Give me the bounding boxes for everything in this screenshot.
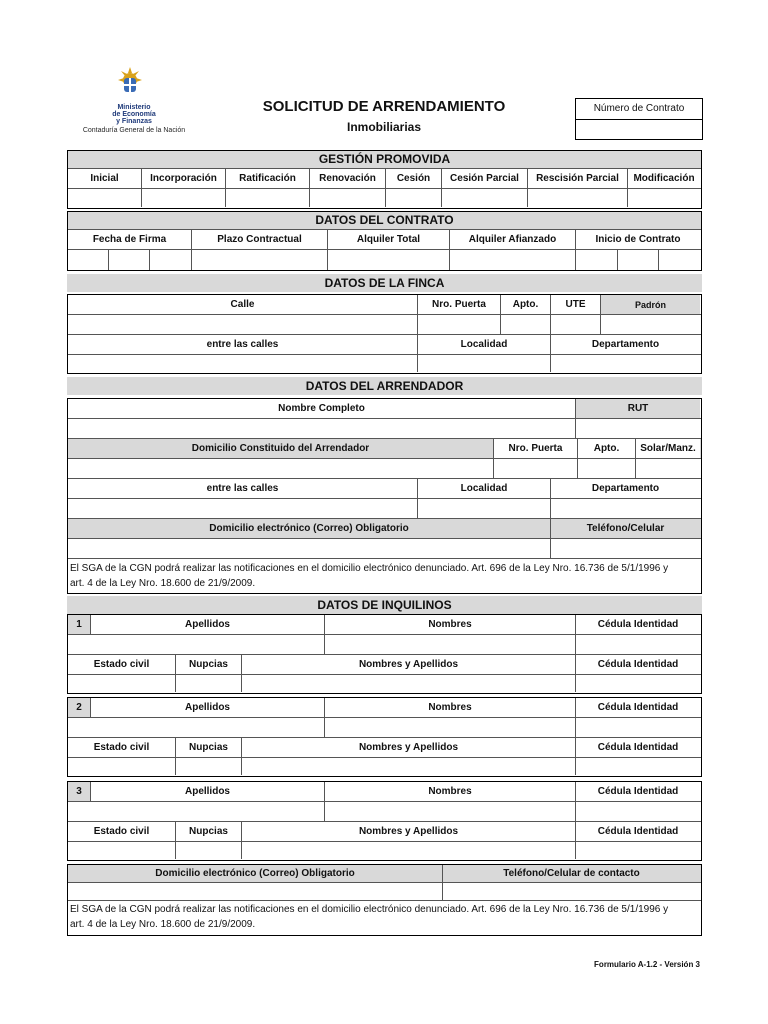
finca-calle-label: Calle (68, 295, 418, 314)
gestion-field-cesion[interactable] (386, 189, 442, 207)
inquilino-estado-civil-field[interactable] (68, 675, 176, 692)
arrendador-localidad-field[interactable] (418, 499, 551, 518)
inquilinos-legal-note (70, 902, 699, 932)
inquilino-number: 2 (68, 698, 91, 717)
inquilino-2 (67, 697, 702, 777)
contract-number-label: Número de Contrato (576, 99, 702, 120)
inquilinos-contacto-section (67, 864, 702, 936)
finca-localidad-label: Localidad (418, 335, 551, 354)
alquiler-total-field[interactable] (328, 250, 450, 270)
inquilino-apellidos-field[interactable] (68, 802, 325, 821)
gestion-col-renovacion: Renovación (310, 169, 386, 188)
inquilino-conyuge-cedula-label: Cédula Identidad (597, 826, 679, 837)
finca-calle-field[interactable] (68, 315, 418, 334)
fecha-firma-day[interactable] (68, 250, 109, 270)
contrato-section (67, 211, 702, 271)
finca-padron-field[interactable] (601, 315, 700, 334)
gestion-field-incorporacion[interactable] (142, 189, 226, 207)
arrendador-departamento-field[interactable] (551, 499, 700, 518)
fecha-firma-year[interactable] (150, 250, 192, 270)
arrendador-telefono-label: Teléfono/Celular (586, 523, 665, 534)
inquilino-nupcias-field[interactable] (176, 758, 242, 775)
gestion-heading: GESTIÓN PROMOVIDA (68, 151, 701, 169)
inquilino-nombres-field[interactable] (325, 718, 576, 737)
arrendador-correo-label: Domicilio electrónico (Correo) Obligatorio (68, 519, 551, 538)
arrendador-heading: DATOS DEL ARRENDADOR (67, 377, 702, 395)
contrato-col-inicio: Inicio de Contrato (595, 234, 681, 245)
inquilino-conyuge-field[interactable] (242, 842, 576, 859)
inquilino-conyuge-label: Nombres y Apellidos (242, 655, 576, 674)
inquilino-conyuge-cedula-label: Cédula Identidad (597, 742, 679, 753)
finca-section (67, 294, 702, 374)
inquilino-cedula-label: Cédula Identidad (597, 786, 679, 797)
finca-apto-label: Apto. (501, 295, 551, 314)
inquilino-nombres-field[interactable] (325, 635, 576, 654)
arrendador-correo-field[interactable] (68, 539, 551, 558)
inquilino-nupcias-label: Nupcias (176, 738, 242, 757)
arrendador-note-line1: El SGA de la CGN podrá realizar las notificaciones en el domicilio electrónico denunciado. Art. 696 de la Ley Nro. 16.736 de 5/1/1996 y (70, 563, 669, 574)
inquilino-conyuge-cedula-field[interactable] (576, 842, 700, 859)
inquilinos-note-line2: art. 4 de la Ley Nro. 18.600 de 21/9/2009. (70, 919, 256, 930)
finca-ute-label: UTE (551, 295, 601, 314)
logo-text-4: Contaduría General de la Nación (82, 127, 186, 134)
finca-entre-calles-field[interactable] (68, 355, 418, 372)
inquilinos-correo-field[interactable] (68, 883, 443, 900)
uruguay-sun-crest-icon (114, 66, 146, 98)
fecha-firma-month[interactable] (109, 250, 150, 270)
finca-ute-field[interactable] (551, 315, 601, 334)
contract-number-box (575, 98, 703, 140)
inicio-day[interactable] (576, 250, 618, 270)
gestion-field-ratificacion[interactable] (226, 189, 310, 207)
inquilino-apellidos-label: Apellidos (91, 698, 325, 717)
finca-nro-puerta-label: Nro. Puerta (418, 295, 501, 314)
gestion-col-cesion-parcial: Cesión Parcial (442, 169, 528, 188)
inicio-month[interactable] (618, 250, 659, 270)
contract-number-field[interactable] (576, 120, 702, 139)
finca-heading: DATOS DE LA FINCA (67, 274, 702, 292)
finca-entre-calles-label: entre las calles (68, 335, 418, 354)
gestion-col-rescision-parcial: Rescisión Parcial (528, 169, 628, 188)
inquilino-3 (67, 781, 702, 861)
inquilino-conyuge-cedula-field[interactable] (576, 758, 700, 775)
arrendador-nro-puerta-label: Nro. Puerta (494, 439, 578, 458)
inquilino-apellidos-field[interactable] (68, 635, 325, 654)
inquilino-nupcias-field[interactable] (176, 675, 242, 692)
form-title: SOLICITUD DE ARRENDAMIENTO (262, 98, 506, 115)
inquilino-estado-civil-label: Estado civil (68, 655, 176, 674)
inquilinos-heading: DATOS DE INQUILINOS (67, 596, 702, 614)
inquilino-conyuge-label: Nombres y Apellidos (242, 738, 576, 757)
gestion-field-rescision-parcial[interactable] (528, 189, 628, 207)
inquilino-nupcias-label: Nupcias (176, 655, 242, 674)
inquilinos-telefono-field[interactable] (443, 883, 700, 900)
arrendador-apto-label: Apto. (578, 439, 636, 458)
arrendador-entre-calles-field[interactable] (68, 499, 418, 518)
finca-departamento-field[interactable] (551, 355, 700, 372)
finca-departamento-label: Departamento (591, 339, 660, 350)
inquilino-cedula-field[interactable] (576, 802, 700, 821)
arrendador-solar-field[interactable] (636, 459, 700, 478)
inquilino-nombres-label: Nombres (325, 698, 576, 717)
gestion-col-incorporacion: Incorporación (142, 169, 226, 188)
inquilinos-correo-label: Domicilio electrónico (Correo) Obligatorio (68, 865, 443, 882)
arrendador-domicilio-label: Domicilio Constituido del Arrendador (68, 439, 494, 458)
contrato-col-plazo: Plazo Contractual (192, 230, 328, 249)
finca-padron-label: Padrón (601, 295, 700, 314)
arrendador-telefono-field[interactable] (551, 539, 700, 558)
inquilino-estado-civil-field[interactable] (68, 842, 176, 859)
arrendador-section (67, 398, 702, 594)
contrato-col-fecha-firma: Fecha de Firma (68, 230, 192, 249)
arrendador-apto-field[interactable] (578, 459, 636, 478)
gestion-section (67, 150, 702, 209)
inquilino-conyuge-field[interactable] (242, 675, 576, 692)
contrato-col-alquiler-total: Alquiler Total (328, 230, 450, 249)
arrendador-nombre-label: Nombre Completo (68, 399, 576, 418)
inquilinos-telefono-label: Teléfono/Celular de contacto (503, 868, 640, 879)
inquilino-conyuge-field[interactable] (242, 758, 576, 775)
inicio-year[interactable] (659, 250, 700, 270)
contrato-heading: DATOS DEL CONTRATO (68, 212, 701, 230)
inquilino-apellidos-label: Apellidos (91, 615, 325, 634)
gestion-field-inicial[interactable] (68, 189, 142, 207)
plazo-field[interactable] (192, 250, 328, 270)
inquilino-nombres-label: Nombres (325, 615, 576, 634)
form-subtitle: Inmobiliarias (346, 120, 422, 134)
arrendador-solar-label: Solar/Manz. (636, 439, 700, 458)
gestion-col-ratificacion: Ratificación (226, 169, 310, 188)
finca-localidad-field[interactable] (418, 355, 551, 372)
inquilino-apellidos-label: Apellidos (91, 782, 325, 801)
alquiler-afianzado-field[interactable] (450, 250, 576, 270)
finca-nro-puerta-field[interactable] (418, 315, 501, 334)
inquilino-number: 1 (68, 615, 91, 634)
arrendador-departamento-label: Departamento (591, 483, 660, 494)
arrendador-entre-calles-label: entre las calles (68, 479, 418, 498)
arrendador-nombre-field[interactable] (68, 419, 576, 438)
inquilino-estado-civil-label: Estado civil (68, 822, 176, 841)
inquilino-estado-civil-field[interactable] (68, 758, 176, 775)
inquilino-conyuge-cedula-label: Cédula Identidad (597, 659, 679, 670)
gestion-col-modificacion: Modificación (633, 173, 695, 184)
form-version-footer: Formulario A-1.2 - Versión 3 (594, 960, 700, 969)
inquilino-number: 3 (68, 782, 91, 801)
logo-text-3: y Finanzas (116, 118, 152, 125)
arrendador-domicilio-field[interactable] (68, 459, 494, 478)
inquilino-estado-civil-label: Estado civil (68, 738, 176, 757)
inquilino-conyuge-cedula-field[interactable] (576, 675, 700, 692)
gestion-col-cesion: Cesión (386, 169, 442, 188)
inquilino-cedula-label: Cédula Identidad (597, 619, 679, 630)
inquilino-nombres-field[interactable] (325, 802, 576, 821)
inquilino-cedula-field[interactable] (576, 635, 700, 654)
inquilinos-note-line1: El SGA de la CGN podrá realizar las notificaciones en el domicilio electrónico denunciado. Art. 696 de la Ley Nro. 16.736 de 5/1/1996 y (70, 904, 669, 915)
logo-text-2: de Economía (112, 111, 156, 118)
logo-text-1: Ministerio (117, 104, 151, 111)
finca-apto-field[interactable] (501, 315, 551, 334)
inquilino-nupcias-field[interactable] (176, 842, 242, 859)
gestion-field-renovacion[interactable] (310, 189, 386, 207)
contrato-col-alquiler-afianzado: Alquiler Afianzado (450, 230, 576, 249)
inquilino-nombres-label: Nombres (325, 782, 576, 801)
arrendador-rut-label: RUT (576, 399, 700, 418)
inquilino-nupcias-label: Nupcias (176, 822, 242, 841)
gestion-field-modificacion[interactable] (628, 189, 700, 207)
inquilino-1 (67, 614, 702, 694)
arrendador-rut-field[interactable] (576, 419, 700, 438)
inquilino-cedula-label: Cédula Identidad (597, 702, 679, 713)
gestion-col-inicial: Inicial (68, 169, 142, 188)
arrendador-nro-puerta-field[interactable] (494, 459, 578, 478)
inquilino-apellidos-field[interactable] (68, 718, 325, 737)
arrendador-legal-note (70, 561, 699, 591)
ministry-logo (74, 66, 194, 138)
gestion-field-cesion-parcial[interactable] (442, 189, 528, 207)
arrendador-note-line2: art. 4 de la Ley Nro. 18.600 de 21/9/2009. (70, 578, 256, 589)
inquilino-cedula-field[interactable] (576, 718, 700, 737)
inquilino-conyuge-label: Nombres y Apellidos (242, 822, 576, 841)
arrendador-localidad-label: Localidad (418, 479, 551, 498)
